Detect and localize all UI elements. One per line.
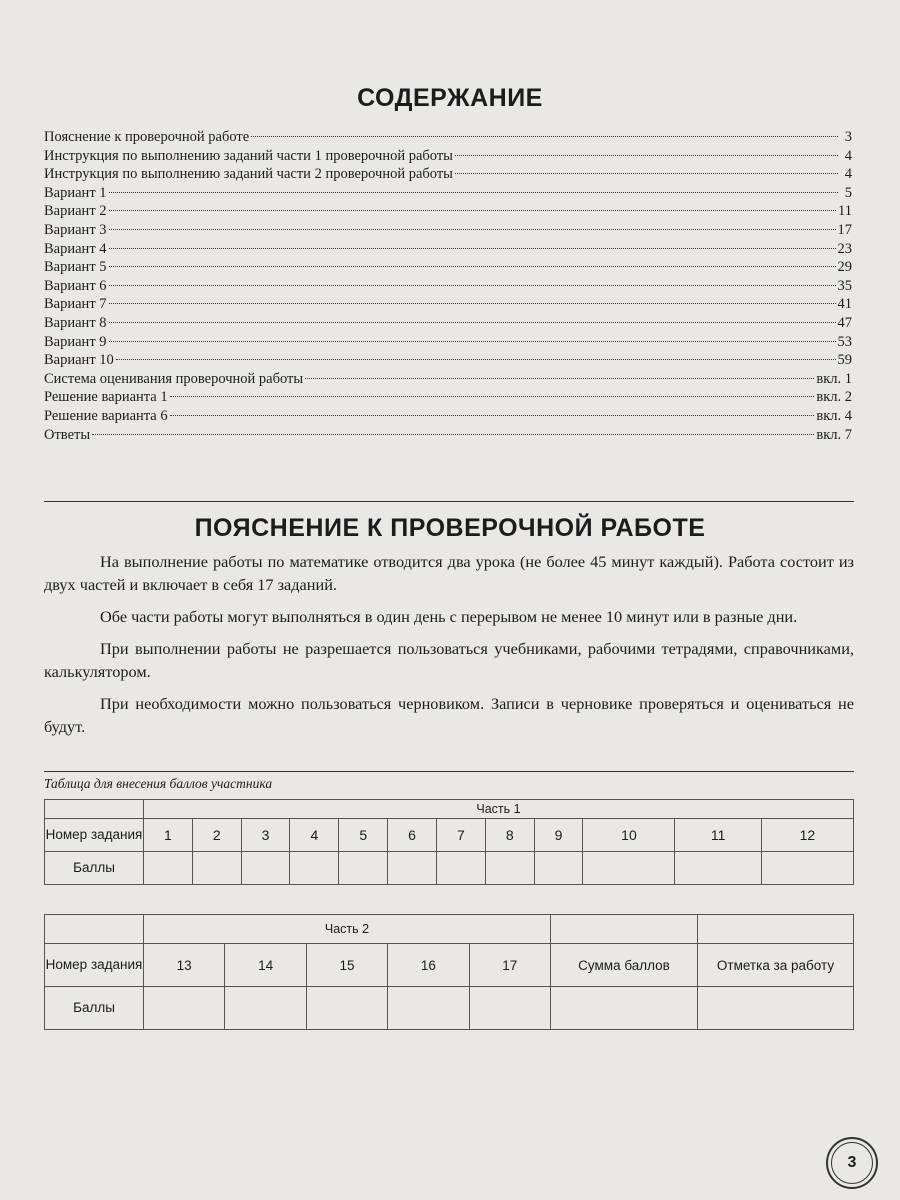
score-cell[interactable] xyxy=(306,987,387,1030)
part1-title: Часть 1 xyxy=(144,800,854,819)
toc-entry xyxy=(44,295,852,314)
toc-leader-dots xyxy=(109,266,836,267)
table-empty-cell xyxy=(551,915,698,944)
toc-entry-label: Вариант 9 xyxy=(44,333,107,350)
task-number-cell: 17 xyxy=(469,944,550,987)
toc-entry-label: Инструкция по выполнению заданий части 2 проверочной работы xyxy=(44,166,453,183)
toc-leader-dots xyxy=(109,341,836,342)
toc-leader-dots xyxy=(305,378,814,379)
toc-entry xyxy=(44,333,852,352)
toc-leader-dots xyxy=(109,192,838,193)
toc-entry-label: Решение варианта 6 xyxy=(44,407,168,424)
toc-entry-page: 47 xyxy=(837,314,852,331)
toc-leader-dots xyxy=(170,415,815,416)
toc-entry xyxy=(44,388,852,407)
toc-entry-label: Вариант 1 xyxy=(44,184,107,201)
task-number-cell: 8 xyxy=(485,819,534,852)
toc-entry-label: Ответы xyxy=(44,426,91,443)
score-table-part1 xyxy=(44,799,854,885)
toc-entry xyxy=(44,240,852,259)
score-cell[interactable] xyxy=(534,852,583,885)
score-cell[interactable] xyxy=(675,852,761,885)
table-empty-cell xyxy=(698,915,854,944)
toc-entry-page: вкл. 1 xyxy=(816,370,852,387)
toc-entry xyxy=(44,426,852,445)
toc-leader-dots xyxy=(109,210,837,211)
score-cell[interactable] xyxy=(192,852,241,885)
scores-label: Баллы xyxy=(45,852,144,885)
toc-entry-page: 23 xyxy=(837,240,852,257)
toc-entry-page: 3 xyxy=(844,129,852,145)
task-number-label: Номер задания xyxy=(45,819,144,852)
toc-entry-label: Решение варианта 1 xyxy=(44,389,168,406)
toc-entry xyxy=(44,128,852,147)
note-title: ПОЯСНЕНИЕ К ПРОВЕРОЧНОЙ РАБОТЕ xyxy=(194,514,706,542)
toc-entry-page: 59 xyxy=(837,352,852,369)
toc-leader-dots xyxy=(251,136,838,137)
score-cell[interactable] xyxy=(144,987,225,1030)
task-number-cell: 12 xyxy=(761,819,853,852)
toc-entry-page: вкл. 7 xyxy=(816,426,852,443)
toc-entry xyxy=(44,147,852,166)
toc-entry-label: Вариант 2 xyxy=(44,203,107,220)
score-cell[interactable] xyxy=(144,852,193,885)
toc-entry-page: вкл. 4 xyxy=(816,407,852,424)
score-cell[interactable] xyxy=(388,852,437,885)
toc-entry-label: Вариант 8 xyxy=(44,314,107,331)
mark-cell[interactable] xyxy=(698,987,854,1030)
toc-entry xyxy=(44,407,852,426)
toc-leader-dots xyxy=(109,285,836,286)
table-caption: Таблица для внесения баллов участника xyxy=(44,776,273,791)
toc-leader-dots xyxy=(109,248,836,249)
toc-entry-page: 4 xyxy=(844,166,852,183)
note-paragraph: На выполнение работы по математике отводится два урока (не более 45 минут каждый). Работа состоит из двух частей и включает в себя 17 заданий. xyxy=(44,552,854,594)
task-number-cell: 14 xyxy=(225,944,306,987)
toc-entry-label: Инструкция по выполнению заданий части 1 проверочной работы xyxy=(44,147,453,164)
toc-entry xyxy=(44,277,852,296)
table-of-contents xyxy=(44,128,852,444)
task-number-label: Номер задания xyxy=(45,944,144,987)
score-table-part2 xyxy=(44,914,854,1030)
toc-entry xyxy=(44,351,852,370)
toc-leader-dots xyxy=(109,322,836,323)
toc-entry xyxy=(44,370,852,389)
page-number-badge xyxy=(826,1137,878,1189)
task-number-cell: 4 xyxy=(290,819,339,852)
task-number-cell: 16 xyxy=(388,944,469,987)
score-cell[interactable] xyxy=(485,852,534,885)
toc-entry-page: 35 xyxy=(837,277,852,294)
table-corner-cell xyxy=(45,915,144,944)
mark-label: Отметка за работу xyxy=(698,944,854,987)
score-cell[interactable] xyxy=(469,987,550,1030)
score-cell[interactable] xyxy=(241,852,290,885)
toc-leader-dots xyxy=(109,229,836,230)
toc-entry xyxy=(44,258,852,277)
task-number-cell: 11 xyxy=(675,819,761,852)
toc-entry-label: Вариант 10 xyxy=(44,352,114,369)
note-paragraph: При необходимости можно пользоваться черновиком. Записи в черновике проверяться и оцениваться не будут. xyxy=(44,694,854,736)
toc-entry xyxy=(44,202,852,221)
task-number-cell: 5 xyxy=(339,819,388,852)
toc-title: СОДЕРЖАНИЕ xyxy=(357,84,543,112)
toc-entry-label: Вариант 5 xyxy=(44,259,107,276)
score-cell[interactable] xyxy=(388,987,469,1030)
toc-entry-page: вкл. 2 xyxy=(816,389,852,406)
task-number-cell: 9 xyxy=(534,819,583,852)
toc-leader-dots xyxy=(455,173,838,174)
score-cell[interactable] xyxy=(583,852,675,885)
toc-leader-dots xyxy=(109,303,836,304)
toc-entry-page: 29 xyxy=(837,259,852,276)
toc-leader-dots xyxy=(116,359,836,360)
toc-leader-dots xyxy=(92,434,814,435)
toc-entry xyxy=(44,184,852,203)
page-number: 3 xyxy=(831,1142,873,1184)
toc-entry-page: 5 xyxy=(844,184,852,201)
task-number-cell: 10 xyxy=(583,819,675,852)
sum-score-cell[interactable] xyxy=(551,987,698,1030)
section-divider xyxy=(44,501,854,502)
score-cell[interactable] xyxy=(436,852,485,885)
scores-label: Баллы xyxy=(45,987,144,1030)
task-number-cell: 3 xyxy=(241,819,290,852)
toc-entry-page: 41 xyxy=(837,296,852,313)
toc-entry-page: 17 xyxy=(837,221,852,238)
toc-entry xyxy=(44,314,852,333)
task-number-cell: 1 xyxy=(144,819,193,852)
toc-entry-page: 53 xyxy=(837,333,852,350)
toc-entry-label: Пояснение к проверочной работе xyxy=(44,129,250,145)
toc-leader-dots xyxy=(455,155,838,156)
task-number-cell: 15 xyxy=(306,944,387,987)
toc-entry-label: Система оценивания проверочной работы xyxy=(44,370,304,387)
toc-entry-label: Вариант 7 xyxy=(44,296,107,313)
sum-label: Сумма баллов xyxy=(551,944,698,987)
part2-title: Часть 2 xyxy=(144,915,551,944)
task-number-cell: 6 xyxy=(388,819,437,852)
toc-entry-page: 4 xyxy=(844,147,852,164)
note-paragraph: При выполнении работы не разрешается пользоваться учебниками, рабочими тетрадями, справочниками, калькулятором. xyxy=(44,639,854,681)
toc-entry-label: Вариант 4 xyxy=(44,240,107,257)
toc-entry-label: Вариант 3 xyxy=(44,221,107,238)
toc-entry xyxy=(44,165,852,184)
toc-entry-label: Вариант 6 xyxy=(44,277,107,294)
note-paragraph: Обе части работы могут выполняться в один день с перерывом не менее 10 минут или в разные дни. xyxy=(100,607,798,626)
toc-leader-dots xyxy=(170,396,815,397)
toc-entry xyxy=(44,221,852,240)
score-cell[interactable] xyxy=(290,852,339,885)
task-number-cell: 7 xyxy=(436,819,485,852)
table-corner-cell xyxy=(45,800,144,819)
score-cell[interactable] xyxy=(761,852,853,885)
task-number-cell: 13 xyxy=(144,944,225,987)
note-text xyxy=(44,550,854,747)
task-number-cell: 2 xyxy=(192,819,241,852)
score-cell[interactable] xyxy=(225,987,306,1030)
score-cell[interactable] xyxy=(339,852,388,885)
toc-entry-page: 11 xyxy=(838,203,852,220)
table-divider xyxy=(44,771,854,772)
